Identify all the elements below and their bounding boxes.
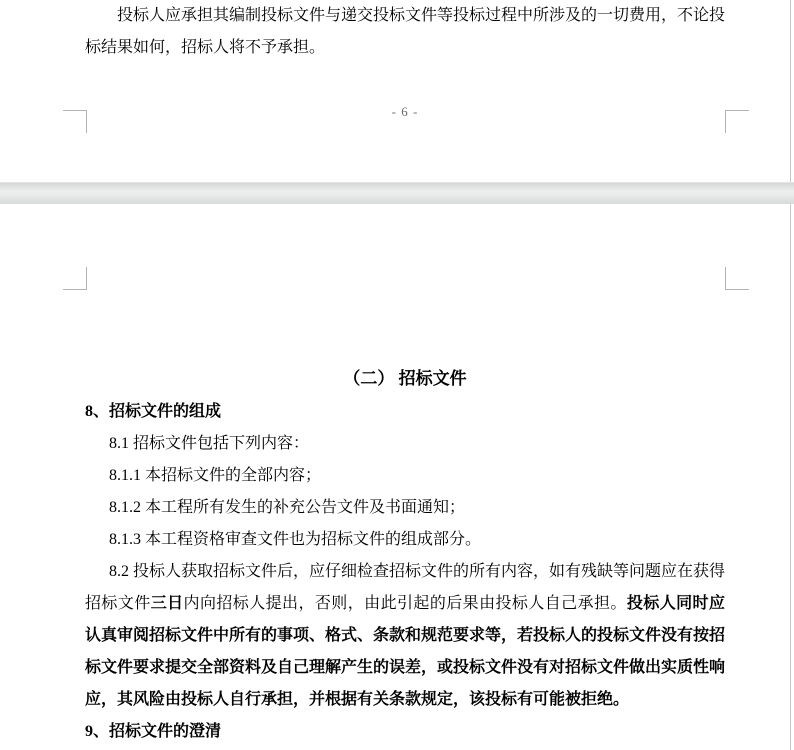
- clause-9-title: 9、招标文件的澄清: [85, 723, 222, 740]
- page-number-footer: - 6 -: [391, 104, 419, 119]
- clause-8-1-2: 8.1.2 本工程所有发生的补充公告文件及书面通知；: [109, 499, 466, 516]
- clause-8-title: 8、招标文件的组成: [85, 403, 222, 420]
- page-gap: [0, 182, 794, 204]
- clause-8-2-paragraph: 8.2 投标人获取招标文件后，应仔细检查招标文件的所有内容，如有残缺等问题应在获得招标文件三日内向招标人提出，否则，由此引起的后果由投标人自己承担。投标人同时应认真审阅招标文件中所有的事项、格式、条款和规范要求等，若投标人的投标文件没有按招标文件要求提交全部资料及自己理解产生的误差，或投标文件没有对招标文件做出实质性响应，其风险由投标人自行承担，并根据有关条款规定，该投标有可能被拒绝。: [85, 563, 726, 708]
- document-body: [85, 396, 725, 748]
- clause-8-1-1: 8.1.1 本招标文件的全部内容；: [109, 467, 322, 484]
- crop-mark-top-right: [725, 267, 749, 290]
- previous-page-paragraph: 投标人应承担其编制投标文件与递交投标文件等投标过程中所涉及的一切费用，不论投标结果如何，招标人将不予承担。: [85, 7, 726, 56]
- crop-mark-bottom-right: [725, 110, 749, 133]
- crop-mark-top-left: [63, 267, 87, 290]
- section-heading: （二） 招标文件: [343, 369, 467, 388]
- page-edge-line: [790, 0, 791, 750]
- clause-8-1: 8.1 招标文件包括下列内容：: [109, 435, 310, 452]
- clause-8-1-3: 8.1.3 本工程资格审查文件也为招标文件的组成部分。: [109, 531, 482, 548]
- crop-mark-bottom-left: [63, 110, 87, 133]
